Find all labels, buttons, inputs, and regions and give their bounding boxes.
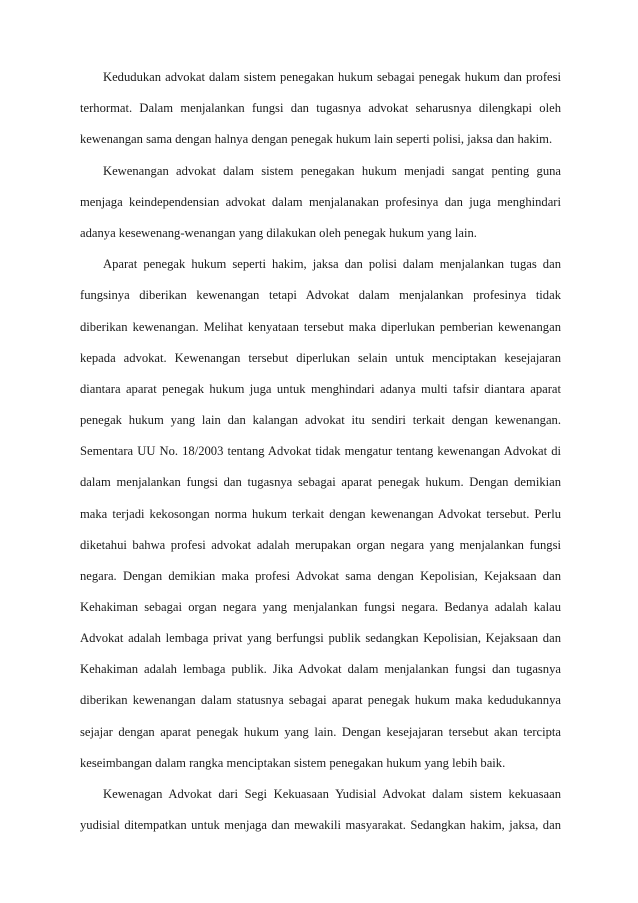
text-line: kewenangan sama dengan halnya dengan penegak hukum lain seperti polisi, jaksa dan hakim. xyxy=(80,132,553,146)
text-line: penegak hukum yang lain dan kalangan advokat itu sendiri terkait dengan kewenangan. xyxy=(80,413,561,427)
text-line: Kewenangan advokat dalam sistem penegakan hukum menjadi sangat penting guna xyxy=(103,164,561,178)
text-line: maka terjadi kekosongan norma hukum terkait dengan kewenangan Advokat tersebut. Perlu xyxy=(80,507,561,521)
text-line: fungsinya diberikan kewenangan tetapi Advokat dalam menjalankan profesinya tidak xyxy=(80,288,561,302)
text-line: negara. Dengan demikian maka profesi Advokat sama dengan Kepolisian, Kejaksaan dan xyxy=(80,569,561,583)
text-line: Kedudukan advokat dalam sistem penegakan hukum sebagai penegak hukum dan profesi xyxy=(103,70,561,84)
text-line: yudisial ditempatkan untuk menjaga dan mewakili masyarakat. Sedangkan hakim, jaksa, dan xyxy=(80,818,561,832)
text-line: Kewenagan Advokat dari Segi Kekuasaan Yudisial Advokat dalam sistem kekuasaan xyxy=(103,787,561,801)
text-line: Kehakiman adalah lembaga publik. Jika Advokat dalam menjalankan fungsi dan tugasnya xyxy=(80,662,561,676)
text-line: dalam menjalankan fungsi dan tugasnya sebagai aparat penegak hukum. Dengan demikian xyxy=(80,475,561,489)
text-line: kepada advokat. Kewenangan tersebut diperlukan selain untuk menciptakan kesejajaran xyxy=(80,351,561,365)
text-line: sejajar dengan aparat penegak hukum yang lain. Dengan kesejajaran tersebut akan tercipta xyxy=(80,725,561,739)
text-line: diberikan kewenangan dalam statusnya sebagai aparat penegak hukum maka kedudukannya xyxy=(80,693,561,707)
text-line: keseimbangan dalam rangka menciptakan sistem penegakan hukum yang lebih baik. xyxy=(80,756,506,770)
text-line: adanya kesewenang-wenangan yang dilakukan oleh penegak hukum yang lain. xyxy=(80,226,477,240)
text-line: terhormat. Dalam menjalankan fungsi dan tugasnya advokat seharusnya dilengkapi oleh xyxy=(80,101,561,115)
text-line: diketahui bahwa profesi advokat adalah merupakan organ negara yang menjalankan fungsi xyxy=(80,538,561,552)
text-line: Kehakiman sebagai organ negara yang menjalankan fungsi negara. Bedanya adalah kalau xyxy=(80,600,561,614)
text-line: diantara aparat penegak hukum juga untuk menghindari adanya multi tafsir diantara aparat xyxy=(80,382,561,396)
text-line: diberikan kewenangan. Melihat kenyataan tersebut maka diperlukan pemberian kewenangan xyxy=(80,320,561,334)
text-line: Advokat adalah lembaga privat yang berfungsi publik sedangkan Kepolisian, Kejaksaan dan xyxy=(80,631,561,645)
text-line: Sementara UU No. 18/2003 tentang Advokat tidak mengatur tentang kewenangan Advokat di xyxy=(80,444,561,458)
text-line: menjaga keindependensian advokat dalam menjalanakan profesinya dan juga menghindari xyxy=(80,195,561,209)
text-line: Aparat penegak hukum seperti hakim, jaksa dan polisi dalam menjalankan tugas dan xyxy=(103,257,561,271)
